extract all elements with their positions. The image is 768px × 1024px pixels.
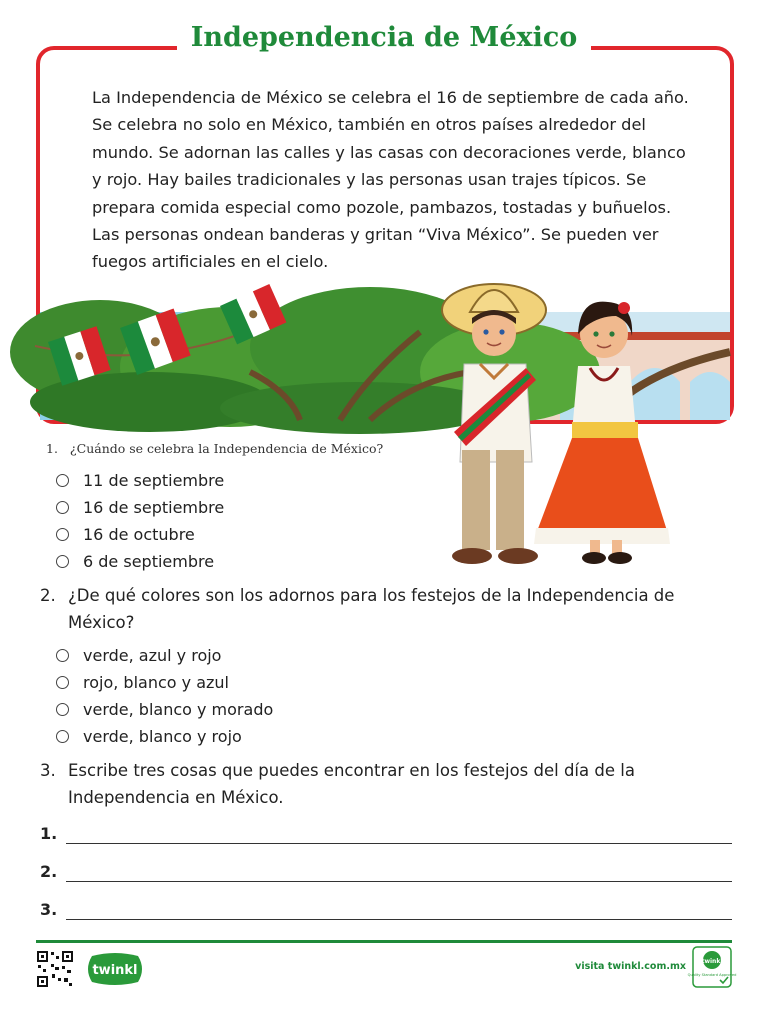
question-1	[46, 441, 383, 456]
answer-line-label: 2.	[40, 862, 58, 881]
question-text: Escribe tres cosas que puedes encontrar en los festejos del día de la Independencia en México.	[68, 761, 635, 807]
question-text: ¿De qué colores son los adornos para los festejos de la Independencia de México?	[68, 586, 675, 632]
answer-option[interactable]	[56, 723, 273, 750]
answer-line-rule[interactable]	[66, 919, 732, 920]
question-text: ¿Cuándo se celebra la Independencia de México?	[69, 441, 384, 456]
answer-line-2[interactable]	[38, 862, 732, 886]
reading-passage: La Independencia de México se celebra el 16 de septiembre de cada año. Se celebra no solo en México, también en otros países alrededor del mundo. Se adornan las calles y las casas con decoraciones verde, blanco y rojo. Hay bailes tradicionales y las personas usan trajes típicos. Se prepara comida especial como pozole, pambazos, tostadas y buñuelos. Las personas ondean banderas y gritan “Viva México”. Se pueden ver fuegos artificiales en el cielo.	[92, 88, 689, 272]
option-label: verde, blanco y morado	[83, 700, 274, 719]
answer-option[interactable]	[56, 669, 273, 696]
answer-line-1[interactable]	[38, 824, 732, 848]
badge-logo-text: twinkl	[701, 958, 723, 965]
radio-button-icon[interactable]	[56, 501, 69, 514]
logo-text: twinkl	[92, 963, 138, 978]
option-label: 16 de septiembre	[83, 498, 225, 517]
radio-button-icon[interactable]	[56, 528, 69, 541]
answer-line-rule[interactable]	[66, 843, 732, 844]
answer-option[interactable]	[56, 642, 273, 669]
question-number: 2.	[40, 586, 56, 605]
answer-option[interactable]	[56, 521, 224, 548]
answer-line-label: 3.	[40, 900, 58, 919]
option-label: verde, azul y rojo	[83, 646, 222, 665]
page-title: Independencia de México	[177, 22, 592, 53]
question-1-options	[56, 467, 224, 575]
footer-divider	[36, 940, 732, 943]
option-label: 11 de septiembre	[83, 471, 225, 490]
radio-button-icon[interactable]	[56, 676, 69, 689]
radio-button-icon[interactable]	[56, 649, 69, 662]
answer-option[interactable]	[56, 548, 224, 575]
answer-option[interactable]	[56, 467, 224, 494]
option-label: 6 de septiembre	[83, 552, 215, 571]
question-2	[40, 582, 678, 636]
radio-button-icon[interactable]	[56, 555, 69, 568]
answer-option[interactable]	[56, 696, 273, 723]
option-label: verde, blanco y rojo	[83, 727, 242, 746]
option-label: rojo, blanco y azul	[83, 673, 229, 692]
answer-line-3[interactable]	[38, 900, 732, 924]
children-illustration	[440, 272, 672, 578]
question-number: 1.	[46, 441, 58, 456]
question-3	[40, 757, 678, 811]
radio-button-icon[interactable]	[56, 474, 69, 487]
option-label: 16 de octubre	[83, 525, 195, 544]
answer-option[interactable]	[56, 494, 224, 521]
answer-line-rule[interactable]	[66, 881, 732, 882]
question-number: 3.	[40, 761, 56, 780]
radio-button-icon[interactable]	[56, 703, 69, 716]
question-2-options	[56, 642, 273, 750]
qr-code-icon	[36, 950, 74, 988]
radio-button-icon[interactable]	[56, 730, 69, 743]
answer-line-label: 1.	[40, 824, 58, 843]
badge-caption: Quality Standard Approved	[687, 973, 737, 977]
twinkl-logo-icon	[86, 952, 144, 986]
quality-badge-icon	[687, 946, 737, 988]
visit-link[interactable]: visita twinkl.com.mx	[575, 961, 686, 972]
